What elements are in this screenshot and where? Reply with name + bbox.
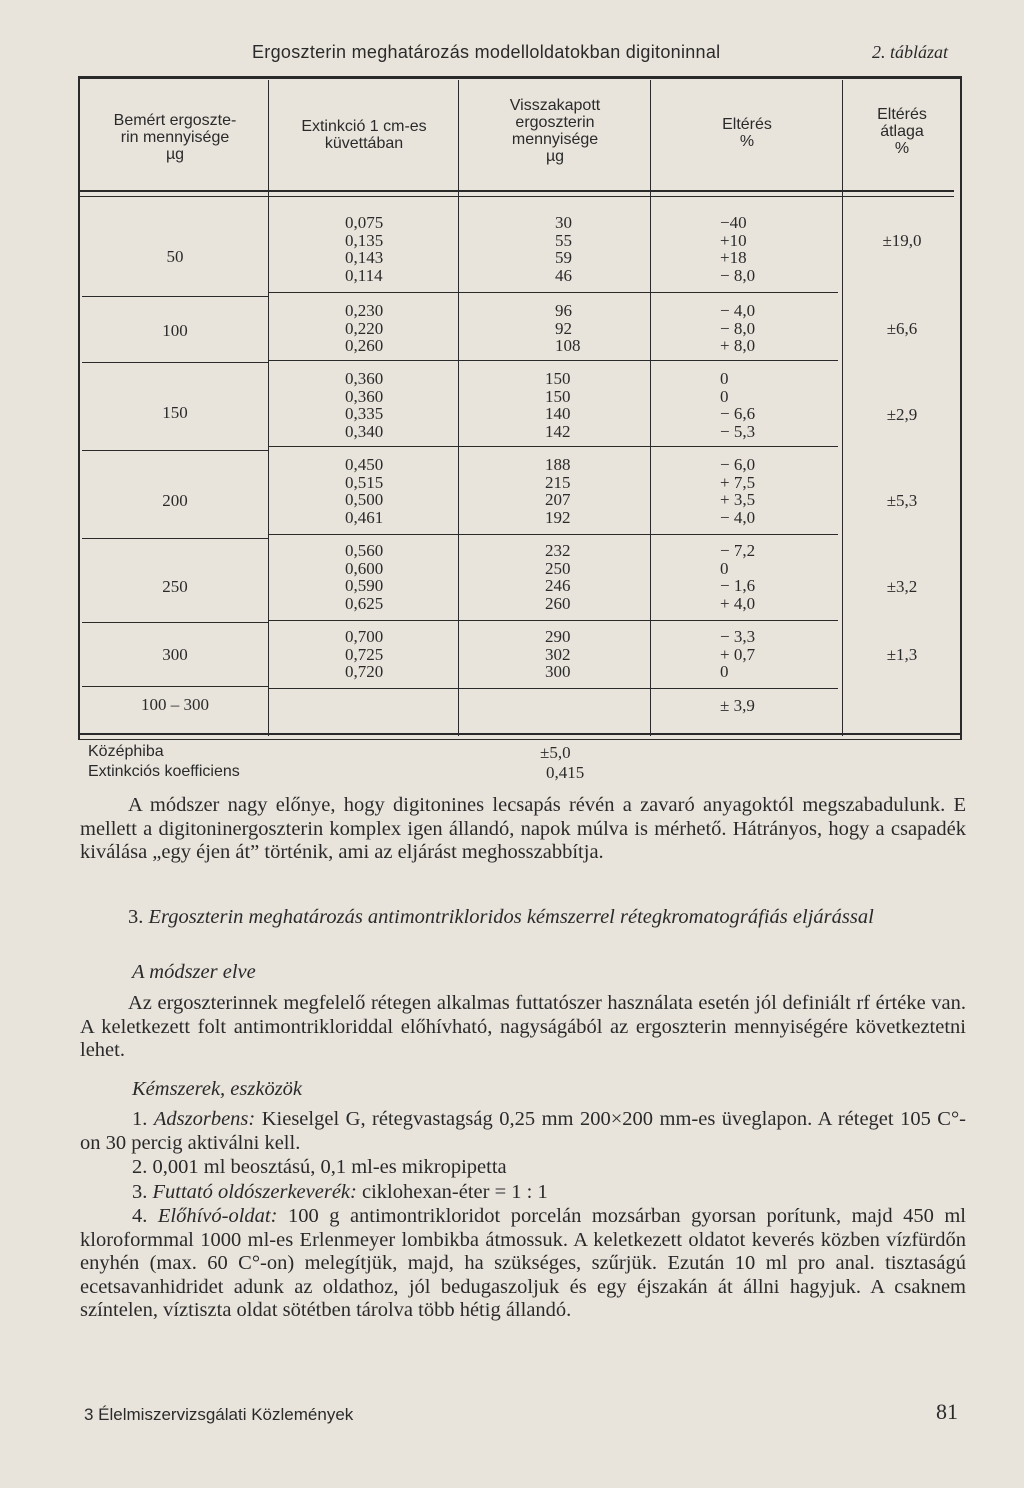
reagent-item-3: 3. Futtató oldószerkeverék: ciklohexan-éter = 1 : 1 <box>132 1181 548 1203</box>
col-header-amount: Bemért ergoszte- rin mennyisége µg <box>113 112 237 163</box>
amount-cell: 50 <box>166 247 184 266</box>
avg-deviation-cell: ±2,9 <box>886 405 918 424</box>
section-3-heading <box>80 906 966 930</box>
avg-deviation-cell: ±5,3 <box>886 491 918 510</box>
table-reference: 2. táblázat <box>872 42 949 62</box>
avg-deviation-cell: ±1,3 <box>886 645 918 664</box>
deviation-cell: − 7,2 0 − 1,6 + 4,0 <box>720 541 756 613</box>
reagent-item-4: 4. Előhívó-oldat: 100 g antimontrikloridot porcelán mozsárban gyorsan porítunk, majd 450 ml kloroformmal 1000 ml-es Erlenmeyer lombikba átmossuk. A keletkezett oldatot keverés közben vízfürdőn enyhén (max. 60 C°-on) melegítjük, majd, ha szükséges, szűrjük. Ezután 10 ml pro anal. tisztaságú ecetsavanhidridet adunk az oldathoz, jól bedugaszoljuk és egy éjszakán át állni hagyjuk. A csaknem színtelen, víztiszta oldat sötétben tárolva több hétig állandó. <box>80 1205 966 1321</box>
extinction-coefficient-label: Extinkciós koefficiens <box>88 763 240 780</box>
avg-deviation-cell: ±19,0 <box>882 231 922 250</box>
extinction-cell: 0,230 0,220 0,260 <box>345 301 384 355</box>
recovered-cell: 290 302 300 <box>545 627 571 681</box>
col-header-extinction: Extinkció 1 cm-es küvettában <box>301 118 427 152</box>
mean-error-label: Középhiba <box>88 743 164 760</box>
deviation-cell: − 4,0 − 8,0 + 8,0 <box>720 301 756 355</box>
amount-cell: 200 <box>162 491 188 510</box>
paragraph-principle: Az ergoszterinnek megfelelő rétegen alkalmas futtatószer használata esetén jól definiált rf értéke van. A keletkezett folt antimontrikloriddal előhívható, nagyságából az ergoszterin mennyiségére következtetni lehet. <box>80 992 966 1061</box>
extinction-cell: 0,450 0,515 0,500 0,461 <box>345 455 384 527</box>
amount-cell: 100 <box>162 321 188 340</box>
summary-amount-cell: 100 – 300 <box>141 695 209 714</box>
amount-cell: 300 <box>162 645 188 664</box>
avg-deviation-cell: ±6,6 <box>886 319 918 338</box>
reagent-item-1: 1. Adszorbens: Kieselgel G, rétegvastagság 0,25 mm 200×200 mm-es üveglapon. A réteget 105 C°-on 30 percig aktiválni kell. <box>80 1108 967 1154</box>
section-3-title: Ergoszterin meghatározás antimontrikloridos kémszerrel rétegkromatográfiás eljárással <box>148 906 874 928</box>
col-header-deviation: Eltérés % <box>722 116 772 150</box>
footer-journal: 3 Élelmiszervizsgálati Közlemények <box>84 1405 354 1424</box>
mean-error-value: ±5,0 <box>540 743 571 762</box>
reagent-item-2: 2. 0,001 ml beosztású, 0,1 ml-es mikropipetta <box>132 1156 507 1178</box>
deviation-cell: − 6,0 + 7,5 + 3,5 − 4,0 <box>720 455 756 527</box>
section-3-number: 3. <box>128 906 144 928</box>
deviation-cell: 0 0 − 6,6 − 5,3 <box>720 369 756 441</box>
reagents-heading: Kémszerek, eszközök <box>132 1078 303 1100</box>
col-header-avg-deviation: Eltérés átlaga % <box>877 106 927 157</box>
summary-deviation-cell: ± 3,9 <box>720 696 755 715</box>
recovered-cell: 232 250 246 260 <box>545 541 571 613</box>
col-header-recovered: Visszakapott ergoszterin mennyisége µg <box>509 97 601 165</box>
recovered-cell: 150 150 140 142 <box>545 369 571 441</box>
extinction-cell: 0,075 0,135 0,143 0,114 <box>345 213 384 285</box>
extinction-cell: 0,360 0,360 0,335 0,340 <box>345 369 384 441</box>
avg-deviation-cell: ±3,2 <box>886 577 918 596</box>
paragraph-advantages: A módszer nagy előnye, hogy digitonines lecsapás révén a zavaró anyagoktól megszabadulunk. E mellett a digitoninergoszterin komplex igen állandó, napok múlva is mérhető. Hátrányos, hogy a csapadék kiválása „egy éjen át” történik, ami az eljárást meghosszabbítja. <box>80 794 966 863</box>
extinction-coefficient-value: 0,415 <box>546 763 585 782</box>
extinction-cell: 0,560 0,600 0,590 0,625 <box>345 541 384 613</box>
deviation-cell: −40 +10 +18 − 8,0 <box>720 213 756 285</box>
deviation-cell: − 3,3 + 0,7 0 <box>720 627 756 681</box>
extinction-cell: 0,700 0,725 0,720 <box>345 627 384 681</box>
page-number: 81 <box>936 1399 958 1424</box>
principle-heading: A módszer elve <box>132 961 256 983</box>
amount-cell: 250 <box>162 577 188 596</box>
recovered-cell: 30 55 59 46 <box>555 213 572 285</box>
running-header-title: Ergoszterin meghatározás modelloldatokban digitoninnal <box>252 42 721 62</box>
amount-cell: 150 <box>162 403 188 422</box>
recovered-cell: 96 92 108 <box>555 301 581 355</box>
recovered-cell: 188 215 207 192 <box>545 455 571 527</box>
